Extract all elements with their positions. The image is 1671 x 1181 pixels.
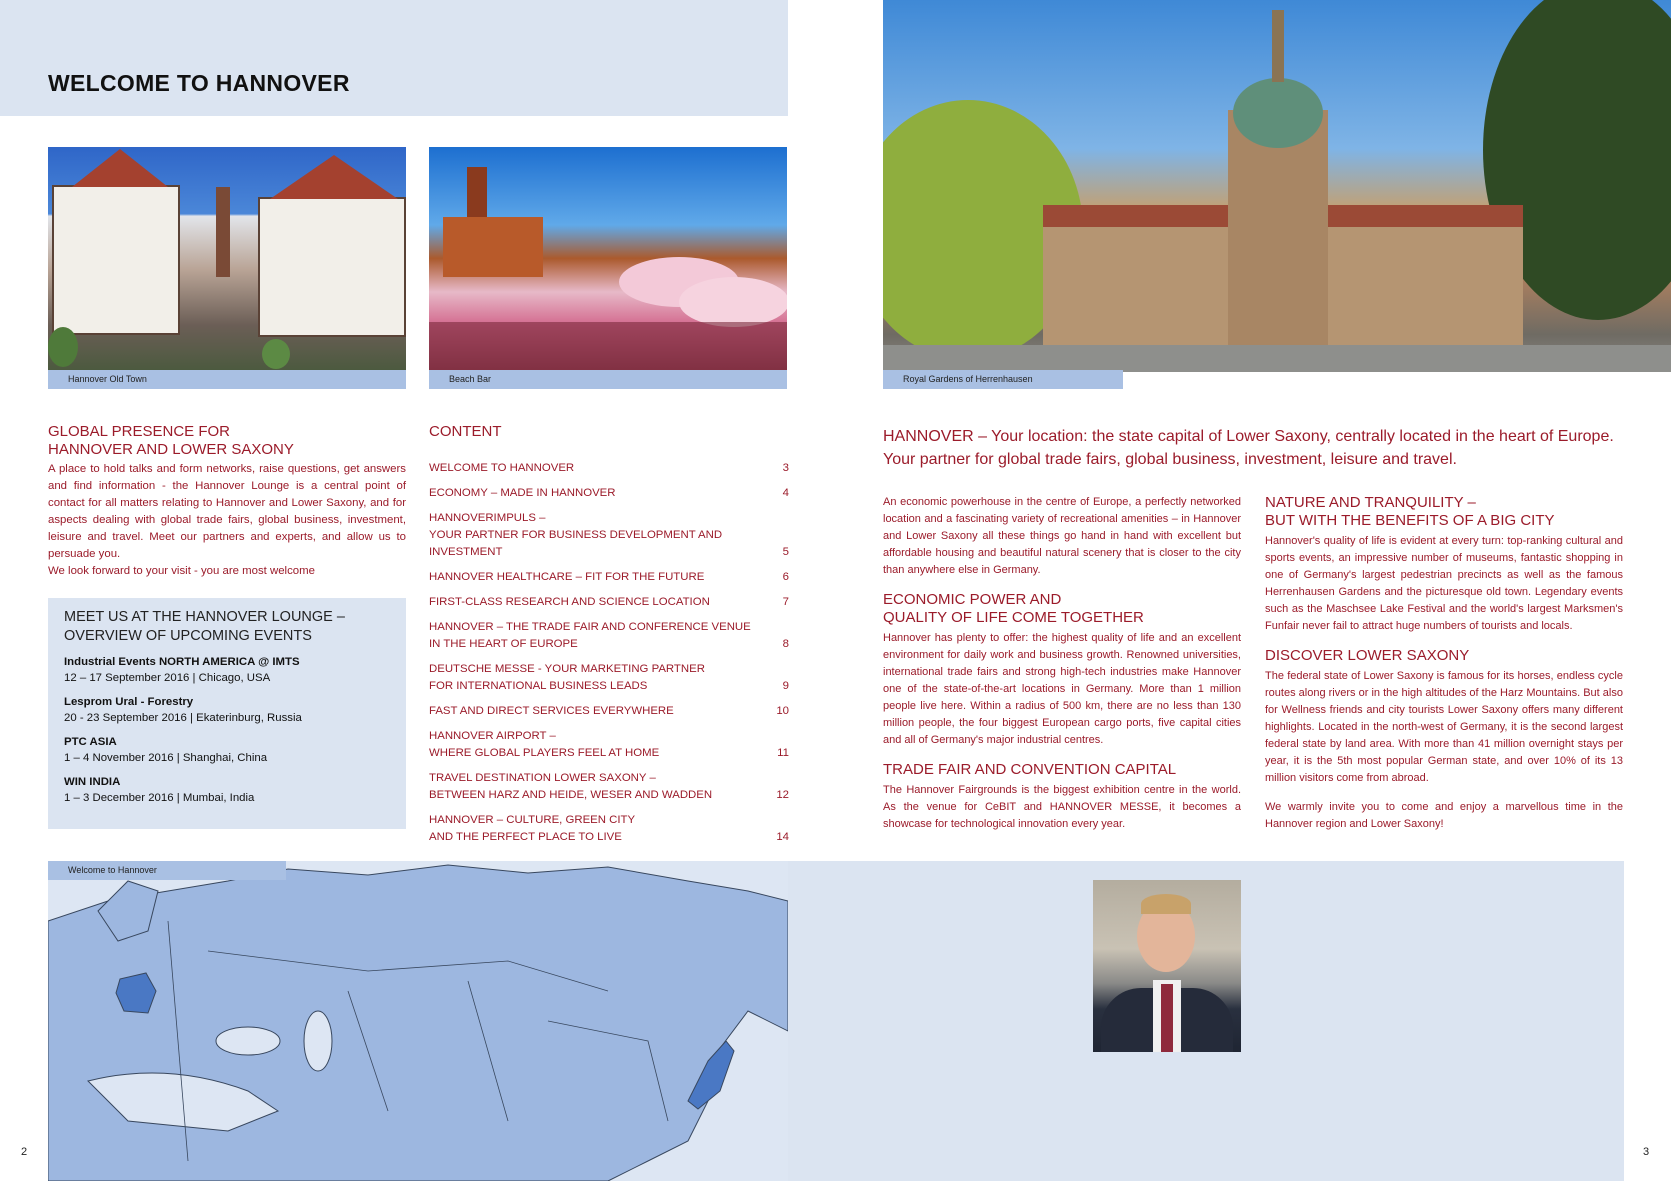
- event-name: WIN INDIA: [64, 776, 121, 788]
- portrait-photo: [1093, 880, 1241, 1052]
- discover-heading: DISCOVER LOWER SAXONY: [1265, 647, 1470, 664]
- header-band: [0, 0, 788, 116]
- city-hall-photo: [883, 0, 1671, 372]
- economic-heading-line2: QUALITY OF LIFE COME TOGETHER: [883, 609, 1144, 626]
- nature-text: Hannover's quality of life is evident at every turn: top-ranking cultural and sports events, an impressive number of museums, fantastic shopping in one of Germany's largest pedestrian precincts as well as the famous Herrenhausen Gardens and the picturesque old town. Legendary events such as the Maschsee Lake Festival and the world's largest Marksmen's Funfair never fail to attract huge numbers of tourists and locals.: [1265, 535, 1623, 632]
- toc-entry[interactable]: [429, 594, 789, 611]
- event-detail: 1 – 4 November 2016 | Shanghai, China: [64, 752, 268, 764]
- event-detail: 1 – 3 December 2016 | Mumbai, India: [64, 792, 255, 804]
- toc-entry[interactable]: [429, 770, 789, 804]
- toc-entry-subtitle: BETWEEN HARZ AND HEIDE, WESER AND WADDEN: [429, 789, 713, 801]
- right-column-left: [883, 494, 1241, 845]
- toc-entry-title: HANNOVER – THE TRADE FAIR AND CONFERENCE VENUE: [429, 621, 751, 633]
- toc-entry-subtitle: YOUR PARTNER FOR BUSINESS DEVELOPMENT AND INVESTMENT: [429, 529, 723, 558]
- eurasia-map-graphic: [48, 861, 788, 1181]
- toc-page-number: 5: [782, 546, 789, 558]
- toc-entry-subtitle: AND THE PERFECT PLACE TO LIVE: [429, 831, 622, 843]
- toc-entry-title: HANNOVERIMPULS –: [429, 512, 546, 524]
- toc-entry-title: FAST AND DIRECT SERVICES EVERYWHERE: [429, 705, 674, 717]
- lounge-heading-line1: MEET US AT THE HANNOVER LOUNGE –: [64, 609, 345, 625]
- global-presence-closing: We look forward to your visit - you are most welcome: [48, 565, 315, 577]
- toc-entry-title: HANNOVER AIRPORT –: [429, 730, 556, 742]
- toc-entry[interactable]: [429, 812, 789, 846]
- invitation-text: We warmly invite you to come and enjoy a marvellous time in the Hannover region and Lower Saxony!: [1265, 801, 1623, 830]
- toc-entry[interactable]: [429, 728, 789, 762]
- event-name: Industrial Events NORTH AMERICA @ IMTS: [64, 656, 300, 668]
- nature-heading: [1265, 494, 1623, 530]
- global-presence-text: A place to hold talks and form networks, raise questions, get answers and find information - the Hannover Lounge is a central point of contact for all matters relating to Hannover and Lower Saxony, and for aspects dealing with global trade fairs, global business, investment, leisure and travel. Meet our partners and experts, and allow us to persuade you.: [48, 463, 406, 560]
- city-hall-caption: Royal Gardens of Herrenhausen: [883, 370, 1123, 389]
- intro-statement: HANNOVER – Your location: the state capital of Lower Saxony, centrally located in the heart of Europe. Your partner for global trade fairs, global business, investment, leisure and travel.: [883, 428, 1614, 468]
- event-name: PTC ASIA: [64, 736, 117, 748]
- nature-heading-line1: NATURE AND TRANQUILITY –: [1265, 494, 1476, 511]
- toc-entry-title: WELCOME TO HANNOVER: [429, 462, 575, 474]
- toc-page-number: 9: [782, 680, 789, 692]
- lead-paragraph: An economic powerhouse in the centre of Europe, a perfectly networked location and a fascinating variety of recreational amenities – in Hannover and Lower Saxony all these things go hand in hand with excellent but affordable housing and beautiful natural scenery that is closer to the city than anywhere else in Germany.: [883, 496, 1241, 576]
- toc-page-number: 10: [776, 705, 789, 717]
- economic-power-heading: [883, 591, 1241, 627]
- old-town-photo: [48, 147, 406, 370]
- global-presence-heading: [48, 423, 408, 459]
- nature-heading-line2: BUT WITH THE BENEFITS OF A BIG CITY: [1265, 512, 1555, 529]
- toc-entry-title: HANNOVER – CULTURE, GREEN CITY: [429, 814, 636, 826]
- toc-entry-subtitle: IN THE HEART OF EUROPE: [429, 638, 578, 650]
- toc-entry[interactable]: [429, 661, 789, 695]
- toc-page-number: 3: [782, 462, 789, 474]
- discover-text: The federal state of Lower Saxony is famous for its horses, endless cycle routes along rivers or in the high altitudes of the Harz Mountains. But also for Wellness friends and city tourists Lower Saxony offers many different highlights. Located in the north-west of Germany, it is the second largest federal state by land area. With more than 41 million overnight stays per year, it is the 5th most popular German state, and over 10% of its 13 million visitors come from abroad.: [1265, 670, 1623, 784]
- toc-entry[interactable]: [429, 510, 789, 561]
- map-caption: Welcome to Hannover: [48, 861, 286, 880]
- page-number-left: 2: [21, 1146, 28, 1158]
- right-column-right: [1265, 494, 1623, 845]
- toc-entry[interactable]: [429, 460, 789, 477]
- event-item: [64, 774, 390, 806]
- toc-entry-title: DEUTSCHE MESSE - YOUR MARKETING PARTNER: [429, 663, 705, 675]
- toc-entry-subtitle: WHERE GLOBAL PLAYERS FEEL AT HOME: [429, 747, 660, 759]
- event-name: Lesprom Ural - Forestry: [64, 696, 194, 708]
- lounge-heading-line2: OVERVIEW OF UPCOMING EVENTS: [64, 628, 312, 644]
- toc-entry[interactable]: [429, 703, 789, 720]
- toc-entry[interactable]: [429, 569, 789, 586]
- old-town-caption: Hannover Old Town: [48, 370, 406, 389]
- toc-page-number: 14: [776, 831, 789, 843]
- trade-fair-heading: TRADE FAIR AND CONVENTION CAPITAL: [883, 761, 1177, 778]
- toc-page-number: 6: [782, 571, 789, 583]
- economic-heading-line1: ECONOMIC POWER AND: [883, 591, 1062, 608]
- global-heading-line2: HANNOVER AND LOWER SAXONY: [48, 441, 294, 458]
- content-heading: CONTENT: [429, 423, 502, 440]
- toc-page-number: 11: [777, 747, 789, 759]
- toc-entry[interactable]: [429, 619, 789, 653]
- economic-power-text: Hannover has plenty to offer: the highest quality of life and an excellent environment for daily work and business growth. Renowned universities, international trade fairs and strong high-tech industries make Hannover one of the state-of-the-art locations in Germany. More than 1 million people live here. Within a radius of 500 km, there are no less than 130 million people, the four biggest European cargo ports, five capital cities and all of Germany's major industrial centres.: [883, 632, 1241, 746]
- event-item: [64, 654, 390, 686]
- page-title: WELCOME TO HANNOVER: [48, 70, 350, 96]
- toc-page-number: 8: [782, 638, 789, 650]
- lounge-events-box: [48, 598, 406, 829]
- toc-entry-title: TRAVEL DESTINATION LOWER SAXONY –: [429, 772, 656, 784]
- trade-fair-text: The Hannover Fairgrounds is the biggest exhibition centre in the world. As the venue for CeBIT and HANNOVER MESSE, it becomes a showcase for technological innovation every year.: [883, 784, 1241, 830]
- toc-page-number: 7: [782, 596, 789, 608]
- lounge-heading: [64, 608, 390, 646]
- toc-entry-title: FIRST-CLASS RESEARCH AND SCIENCE LOCATION: [429, 596, 710, 608]
- toc-page-number: 12: [776, 789, 789, 801]
- beach-bar-photo: [429, 147, 787, 370]
- event-detail: 12 – 17 September 2016 | Chicago, USA: [64, 672, 271, 684]
- event-item: [64, 734, 390, 766]
- beach-bar-caption: Beach Bar: [429, 370, 787, 389]
- global-heading-line1: GLOBAL PRESENCE FOR: [48, 423, 230, 440]
- toc-entry[interactable]: [429, 485, 789, 502]
- toc-page-number: 4: [782, 487, 789, 499]
- world-map: [48, 861, 788, 1181]
- toc-entry-subtitle: FOR INTERNATIONAL BUSINESS LEADS: [429, 680, 648, 692]
- toc-entry-title: ECONOMY – MADE IN HANNOVER: [429, 487, 616, 499]
- event-item: [64, 694, 390, 726]
- toc-entry-title: HANNOVER HEALTHCARE – FIT FOR THE FUTURE: [429, 571, 705, 583]
- event-detail: 20 - 23 September 2016 | Ekaterinburg, Russia: [64, 712, 302, 724]
- page-number-right: 3: [1643, 1146, 1650, 1158]
- table-of-contents: [429, 460, 789, 854]
